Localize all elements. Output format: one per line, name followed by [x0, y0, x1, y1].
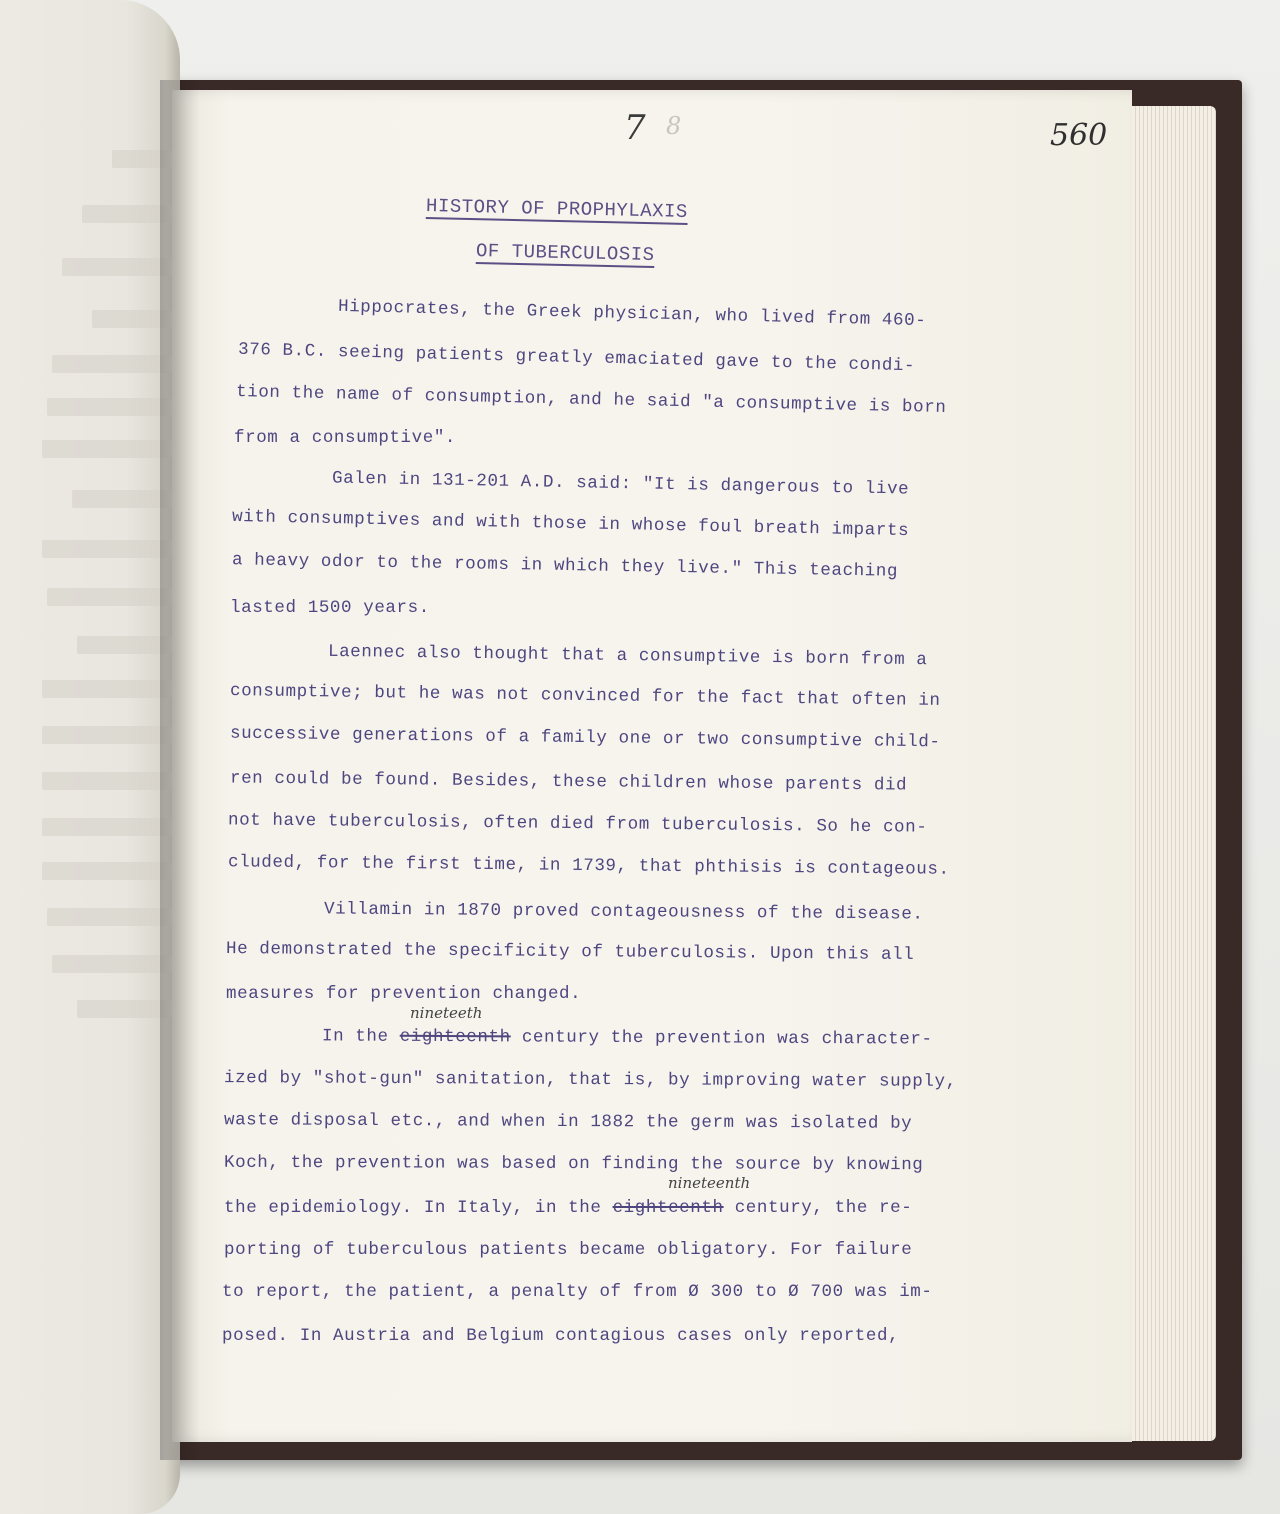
- bleed-through-text: [47, 588, 172, 606]
- body-line: Koch, the prevention was based on finding the source by knowing: [223, 1152, 924, 1176]
- body-line: consumptive; but he was not convinced for the fact that often in: [229, 681, 941, 711]
- body-line: porting of tuberculous patients became obligatory. For failure: [224, 1240, 913, 1260]
- bleed-through-text: [42, 862, 172, 880]
- faint-folio-number: 8: [666, 112, 682, 140]
- body-line: cluded, for the first time, in 1739, that phthisis is contageous.: [227, 852, 950, 880]
- body-line: tion the name of consumption, and he said "a consumptive is born: [235, 381, 947, 419]
- handwritten-correction: nineteenth: [668, 1174, 751, 1192]
- body-line: Galen in 131-201 A.D. said: "It is dangerous to live: [331, 468, 910, 500]
- pencil-folio-number: 7: [624, 108, 646, 148]
- page-edges: [1120, 106, 1216, 1441]
- body-line: Hippocrates, the Greek physician, who lived from 460-: [337, 296, 927, 332]
- spine-shadow: [160, 80, 200, 1460]
- body-line: with consumptives and with those in whose foul breath imparts: [231, 506, 910, 542]
- body-line: not have tuberculosis, often died from tuberculosis. So he con-: [227, 810, 928, 838]
- body-line-corrected: [224, 1198, 912, 1218]
- text-segment: the epidemiology. In Italy, in the: [224, 1198, 613, 1218]
- struck-word: eighteenth: [612, 1198, 724, 1218]
- text-segment: century the prevention was character-: [510, 1027, 933, 1050]
- struck-word: eighteenth: [399, 1026, 511, 1048]
- heading-line-1: HISTORY OF PROPHYLAXIS: [425, 195, 689, 223]
- bleed-through-text: [42, 680, 172, 698]
- text-segment: In the: [321, 1026, 400, 1047]
- bleed-through-text: [47, 908, 172, 926]
- body-line: ized by "shot-gun" sanitation, that is, by improving water supply,: [223, 1068, 957, 1092]
- body-line: Laennec also thought that a consumptive is born from a: [327, 641, 928, 671]
- body-line: measures for prevention changed.: [226, 984, 582, 1004]
- body-line: waste disposal etc., and when in 1882 the germ was isolated by: [223, 1110, 913, 1134]
- body-line: to report, the patient, a penalty of from Ø 300 to Ø 700 was im-: [222, 1282, 933, 1302]
- body-line: successive generations of a family one or two consumptive child-: [229, 723, 941, 753]
- heading-line-2: OF TUBERCULOSIS: [475, 239, 655, 267]
- bleed-through-text: [42, 540, 172, 558]
- body-line: a heavy odor to the rooms in which they live." This teaching: [231, 550, 899, 582]
- body-line: 376 B.C. seeing patients greatly emaciated gave to the condi-: [237, 339, 916, 377]
- bleed-through-text: [42, 818, 172, 836]
- handwritten-correction: nineteeth: [410, 1004, 483, 1022]
- document-page: [172, 90, 1132, 1442]
- bleed-through-text: [52, 355, 172, 373]
- body-line: lasted 1500 years.: [230, 598, 430, 618]
- body-line: ren could be found. Besides, these children whose parents did: [229, 768, 908, 796]
- left-facing-page: [0, 0, 180, 1514]
- bleed-through-text: [42, 440, 172, 458]
- bleed-through-text: [62, 258, 172, 276]
- bleed-through-text: [52, 955, 172, 973]
- archive-page-number: 560: [1050, 118, 1108, 153]
- body-line-corrected: [322, 1026, 933, 1049]
- bleed-through-text: [42, 772, 172, 790]
- bleed-through-text: [72, 490, 172, 508]
- bleed-through-text: [42, 726, 172, 744]
- body-line: posed. In Austria and Belgium contagious cases only reported,: [222, 1326, 900, 1346]
- bleed-through-text: [77, 1000, 172, 1018]
- text-segment: century, the re-: [723, 1198, 913, 1218]
- bleed-through-text: [82, 205, 172, 223]
- bleed-through-text: [77, 636, 172, 654]
- body-line: Villamin in 1870 proved contageousness of the disease.: [323, 899, 924, 925]
- bleed-through-text: [47, 398, 172, 416]
- body-line: He demonstrated the specificity of tuberculosis. Upon this all: [225, 938, 915, 966]
- body-line: from a consumptive".: [234, 428, 457, 448]
